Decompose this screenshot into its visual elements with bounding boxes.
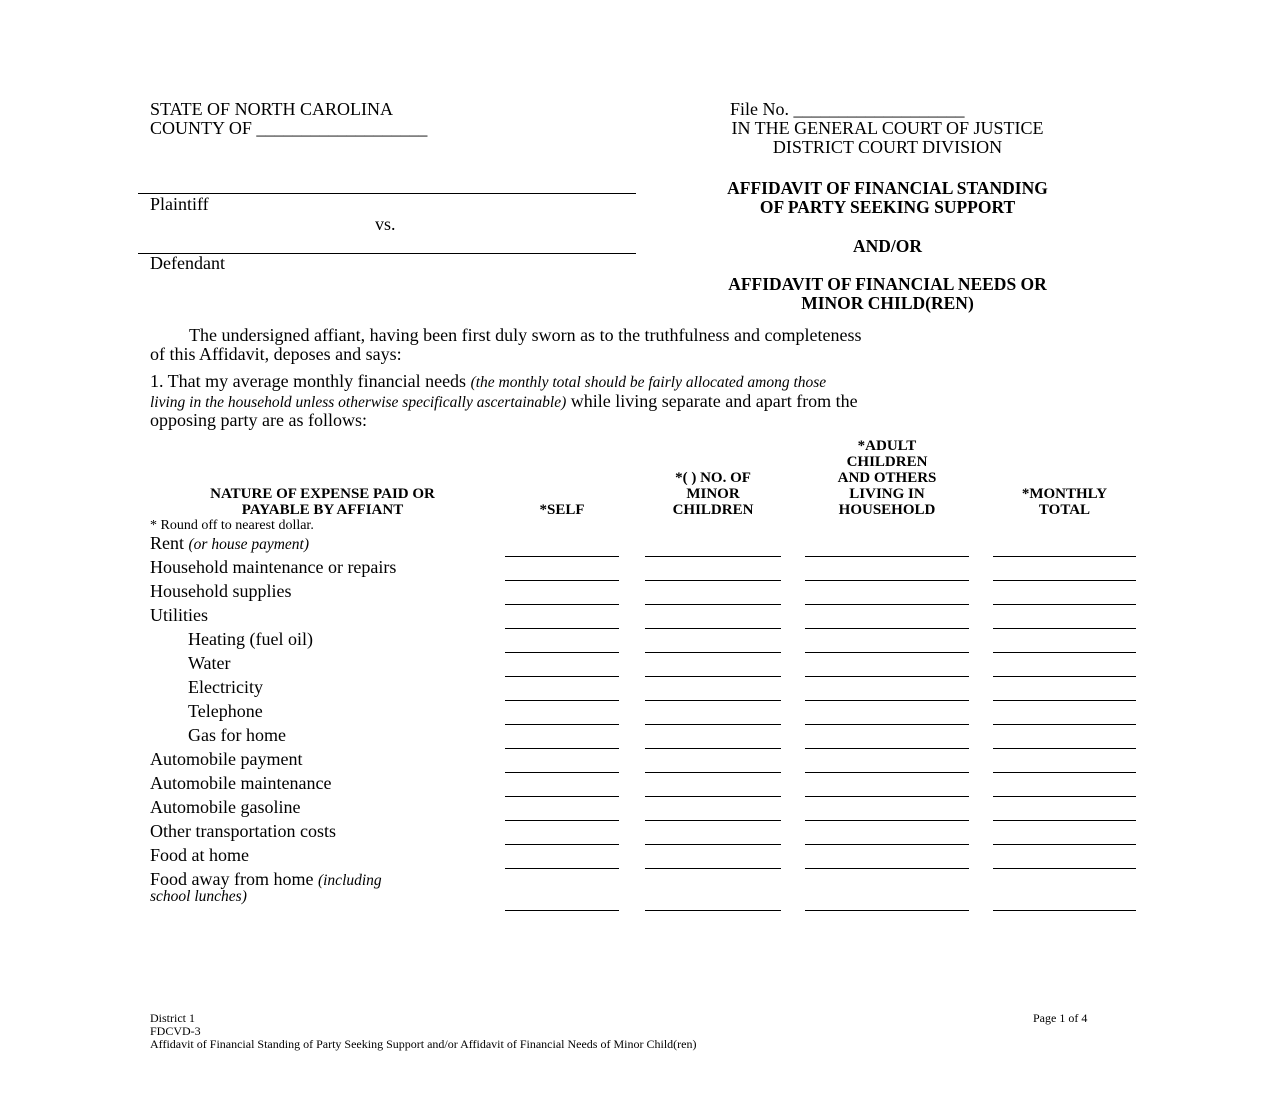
expense-row-label-text: Food at home [150,845,249,865]
column-header-adult-children [805,438,969,518]
amount-field-monthly-total[interactable] [993,652,1136,653]
amount-field-minor-children[interactable] [645,700,781,701]
amount-field-self[interactable] [505,844,619,845]
amount-field-self[interactable] [505,910,619,911]
file-number-field[interactable]: File No. ___________________ [730,99,965,119]
item-1-note-b: living in the household unless otherwise specifically ascertainable) [150,394,567,411]
title-line-4: MINOR CHILD(REN) [801,293,974,313]
expense-row-label [150,582,292,601]
expense-row-label-text: Utilities [150,605,208,625]
amount-field-minor-children[interactable] [645,820,781,821]
amount-field-monthly-total[interactable] [993,628,1136,629]
amount-field-monthly-total[interactable] [993,580,1136,581]
expense-row-label [188,702,263,721]
amount-field-minor-children[interactable] [645,772,781,773]
amount-field-self[interactable] [505,868,619,869]
amount-field-adult-children[interactable] [805,580,969,581]
amount-field-minor-children[interactable] [645,556,781,557]
amount-field-minor-children[interactable] [645,580,781,581]
amount-field-adult-children[interactable] [805,844,969,845]
intro-line-1: The undersigned affiant, having been first duly sworn as to the truthfulness and completeness [189,325,862,345]
expense-row-label [150,798,300,817]
amount-field-minor-children[interactable] [645,676,781,677]
expense-row-label-text: Automobile gasoline [150,797,301,817]
amount-field-minor-children[interactable] [645,844,781,845]
expense-row-label-text: Water [188,653,231,673]
amount-field-monthly-total[interactable] [993,910,1136,911]
item-1-note-a: (the monthly total should be fairly allocated among those [470,374,827,391]
plaintiff-label: Plaintiff [150,194,209,214]
amount-field-adult-children[interactable] [805,868,969,869]
title-line-2: OF PARTY SEEKING SUPPORT [759,197,1016,217]
amount-field-self[interactable] [505,748,619,749]
round-off-note: * Round off to nearest dollar. [150,518,314,533]
expense-row-label [188,678,263,697]
expense-row-label [150,606,208,625]
expense-row-label-text: Automobile payment [150,749,303,769]
amount-field-adult-children[interactable] [805,700,969,701]
column-header-nature-line-1: NATURE OF EXPENSE PAID OR [210,486,435,502]
amount-field-minor-children[interactable] [645,652,781,653]
item-1-line-2 [150,392,858,412]
expense-row-label [188,630,313,649]
expense-row-note: (including [317,872,382,889]
expense-row-note-continued: school lunches) [150,888,247,905]
column-header-total-line-2: TOTAL [1038,502,1091,518]
expense-row-label-text: Other transportation costs [150,821,336,841]
column-header-total-line-1: *MONTHLY [1021,486,1108,502]
amount-field-minor-children[interactable] [645,748,781,749]
expense-row-label-text: Electricity [188,677,263,697]
expense-row-label [150,558,396,577]
column-header-minor-line-1: *( ) NO. OF [675,470,751,486]
title-andor: AND/OR [852,236,923,256]
amount-field-monthly-total[interactable] [993,748,1136,749]
column-header-adult-line-3: AND OTHERS [837,470,937,486]
amount-field-adult-children[interactable] [805,772,969,773]
expense-row-label-text: Food away from home [150,869,318,889]
amount-field-monthly-total[interactable] [993,700,1136,701]
title-line-1: AFFIDAVIT OF FINANCIAL STANDING [727,178,1048,198]
expense-row-note: (or house payment) [188,536,310,553]
item-1-text-a: 1. That my average monthly financial needs [150,371,471,391]
amount-field-self[interactable] [505,700,619,701]
expense-row-label [188,726,286,745]
vs-label: vs. [375,214,396,234]
amount-field-minor-children[interactable] [645,724,781,725]
expense-row-label-text: Telephone [188,701,263,721]
amount-field-monthly-total[interactable] [993,676,1136,677]
amount-field-self[interactable] [505,604,619,605]
expense-row-label [188,654,231,673]
court-division: DISTRICT COURT DIVISION [772,137,1003,157]
amount-field-monthly-total[interactable] [993,772,1136,773]
amount-field-minor-children[interactable] [645,628,781,629]
column-header-nature [150,486,495,518]
expense-row-label [150,750,302,769]
expense-row-label [150,534,309,554]
column-header-adult-line-5: HOUSEHOLD [838,502,936,518]
footer-district: District 1 [150,1011,195,1025]
amount-field-monthly-total[interactable] [993,556,1136,557]
footer-form-number: FDCVD-3 [150,1024,201,1038]
amount-field-adult-children[interactable] [805,604,969,605]
column-header-adult-line-1: *ADULT [857,438,917,454]
column-header-adult-line-4: LIVING IN [849,486,925,502]
amount-field-self[interactable] [505,580,619,581]
column-header-monthly-total [993,486,1136,518]
expense-row-label [150,870,382,890]
amount-field-minor-children[interactable] [645,868,781,869]
amount-field-self[interactable] [505,652,619,653]
amount-field-self[interactable] [505,556,619,557]
expense-row-label-text: Household maintenance or repairs [150,557,397,577]
amount-field-minor-children[interactable] [645,910,781,911]
column-header-self: *SELF [539,502,585,518]
amount-field-minor-children[interactable] [645,796,781,797]
amount-field-adult-children[interactable] [805,724,969,725]
amount-field-self[interactable] [505,676,619,677]
expense-row-label [150,822,336,841]
amount-field-monthly-total[interactable] [993,844,1136,845]
amount-field-monthly-total[interactable] [993,604,1136,605]
amount-field-adult-children[interactable] [805,820,969,821]
item-1-line-3: opposing party are as follows: [150,410,367,430]
item-1-text-b: while living separate and apart from the [566,391,858,411]
amount-field-monthly-total[interactable] [993,724,1136,725]
amount-field-adult-children[interactable] [805,676,969,677]
expense-row-label [150,774,331,793]
amount-field-adult-children[interactable] [805,910,969,911]
expense-row-label-text: Gas for home [188,725,286,745]
expense-row-label [150,846,249,865]
column-header-minor-line-3: CHILDREN [672,502,754,518]
amount-field-self[interactable] [505,628,619,629]
expense-row-label-text: Rent [150,533,189,553]
footer-full-title: Affidavit of Financial Standing of Party Seeking Support and/or Affidavit of Financial Needs of Minor Child(ren) [150,1037,697,1051]
amount-field-monthly-total[interactable] [993,820,1136,821]
amount-field-self[interactable] [505,724,619,725]
amount-field-adult-children[interactable] [805,628,969,629]
intro-line-2: of this Affidavit, deposes and says: [150,344,402,364]
county-field[interactable]: COUNTY OF ___________________ [150,118,428,138]
footer-page-number: Page 1 of 4 [1033,1011,1088,1025]
amount-field-monthly-total[interactable] [993,868,1136,869]
amount-field-minor-children[interactable] [645,604,781,605]
defendant-label: Defendant [150,253,225,273]
amount-field-adult-children[interactable] [805,748,969,749]
amount-field-adult-children[interactable] [805,652,969,653]
item-1-line-1 [150,372,826,392]
column-header-minor-children [645,470,781,518]
expense-row-label-text: Automobile maintenance [150,773,332,793]
plaintiff-line[interactable] [138,193,636,194]
amount-field-self[interactable] [505,772,619,773]
amount-field-self[interactable] [505,820,619,821]
column-header-minor-line-2: MINOR [686,486,740,502]
title-line-3: AFFIDAVIT OF FINANCIAL NEEDS OR [728,274,1047,294]
court-name: IN THE GENERAL COURT OF JUSTICE [731,118,1044,138]
column-header-adult-line-2: CHILDREN [846,454,928,470]
expense-row-label-text: Heating (fuel oil) [188,629,313,649]
column-header-nature-line-2: PAYABLE BY AFFIANT [241,502,404,518]
state-label: STATE OF NORTH CAROLINA [150,99,393,119]
amount-field-self[interactable] [505,796,619,797]
amount-field-monthly-total[interactable] [993,796,1136,797]
amount-field-adult-children[interactable] [805,556,969,557]
amount-field-adult-children[interactable] [805,796,969,797]
expense-row-label-text: Household supplies [150,581,292,601]
